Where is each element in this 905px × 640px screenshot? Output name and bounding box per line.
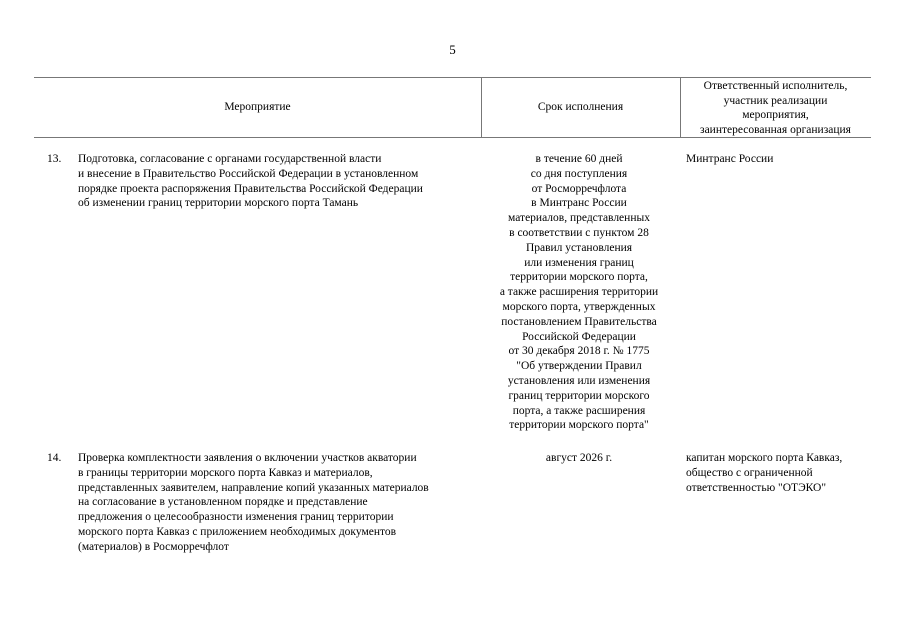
row-13-deadline (484, 152, 674, 433)
row-13-deadline-line: Российской Федерации (522, 330, 636, 343)
row-14-activity-line: Проверка комплектности заявления о включении участков акватории (78, 452, 417, 464)
header-top-rule (34, 77, 871, 78)
header-responsible (680, 79, 871, 137)
row-14-activity (78, 451, 478, 555)
row-14-activity-line: (материалов) в Росморречфлот (78, 540, 229, 553)
row-13-deadline-line: со дня поступления (530, 167, 628, 180)
row-13-deadline-line: или изменения границ (524, 256, 634, 269)
row-14-activity-line: морского порта Кавказ с приложением необходимых документов (78, 525, 397, 538)
row-13-deadline-line: морского порта, утвержденных (502, 300, 656, 313)
page-number: 5 (449, 42, 456, 57)
row-13-deadline-line: Правил установления (525, 241, 633, 254)
row-14-responsible-line: ответственностью "ОТЭКО" (686, 481, 827, 494)
row-13-deadline-line: в Минтранс России (531, 197, 627, 210)
row-13-deadline-line: территории морского порта, (510, 271, 648, 284)
row-14-activity-line: в границы территории морского порта Кавказ и материалов, (78, 466, 373, 479)
row-13-deadline-line: а также расширения территории (499, 286, 659, 299)
row-13-deadline-line: в соответствии с пунктом 28 (509, 226, 649, 239)
row-14-responsible-line: капитан морского порта Кавказ, (686, 452, 843, 464)
row-13-deadline-line: в течение 60 дней (535, 153, 623, 165)
row-14-activity-line: предложения о целесообразности изменения границ территории (78, 511, 394, 524)
row-13-deadline-line: установления или изменения (507, 374, 651, 387)
row-14-responsible (686, 451, 871, 495)
header-responsible-line: заинтересованная организация (700, 123, 851, 136)
row-13-responsible-line: Минтранс России (686, 153, 774, 165)
row-14-activity-line: представленных заявителем, направление копий указанных материалов (78, 481, 429, 494)
header-activity: Мероприятие (224, 101, 291, 113)
row-14-responsible-line: общество с ограниченной (686, 466, 813, 479)
row-13-number: 13. (47, 153, 62, 165)
row-13-activity-line: Подготовка, согласование с органами государственной власти (78, 153, 382, 165)
row-14-deadline (484, 451, 674, 466)
row-13-activity-line: об изменении границ территории морского порта Тамань (78, 197, 359, 210)
header-deadline: Срок исполнения (537, 101, 624, 113)
row-13-deadline-line: территории морского порта" (509, 419, 649, 432)
row-13-deadline-line: от Росморречфлота (531, 182, 627, 195)
row-13-deadline-line: от 30 декабря 2018 г. № 1775 (508, 345, 650, 358)
row-14-deadline-line: август 2026 г. (545, 452, 613, 464)
row-13-deadline-line: материалов, представленных (508, 212, 650, 225)
row-13-activity-line: и внесение в Правительство Российской Федерации в установленном (78, 167, 419, 180)
row-13-deadline-line: границ территории морского (508, 389, 650, 402)
header-responsible-line: Ответственный исполнитель, (703, 80, 848, 92)
header-responsible-line: мероприятия, (742, 109, 809, 121)
row-13-deadline-line: "Об утверждении Правил (516, 360, 642, 373)
row-14-number: 14. (47, 452, 62, 464)
row-14-activity-line: на согласование в установленном порядке и представление (78, 496, 368, 509)
row-13-responsible (686, 152, 871, 167)
header-bottom-rule (34, 137, 871, 138)
row-13-deadline-line: постановлением Правительства (501, 315, 657, 328)
row-13-activity-line: порядке проекта распоряжения Правительства Российской Федерации (78, 182, 423, 195)
row-13-activity (78, 152, 478, 211)
header-responsible-line: участник реализации (723, 94, 828, 107)
row-13-deadline-line: порта, а также расширения (512, 404, 646, 417)
